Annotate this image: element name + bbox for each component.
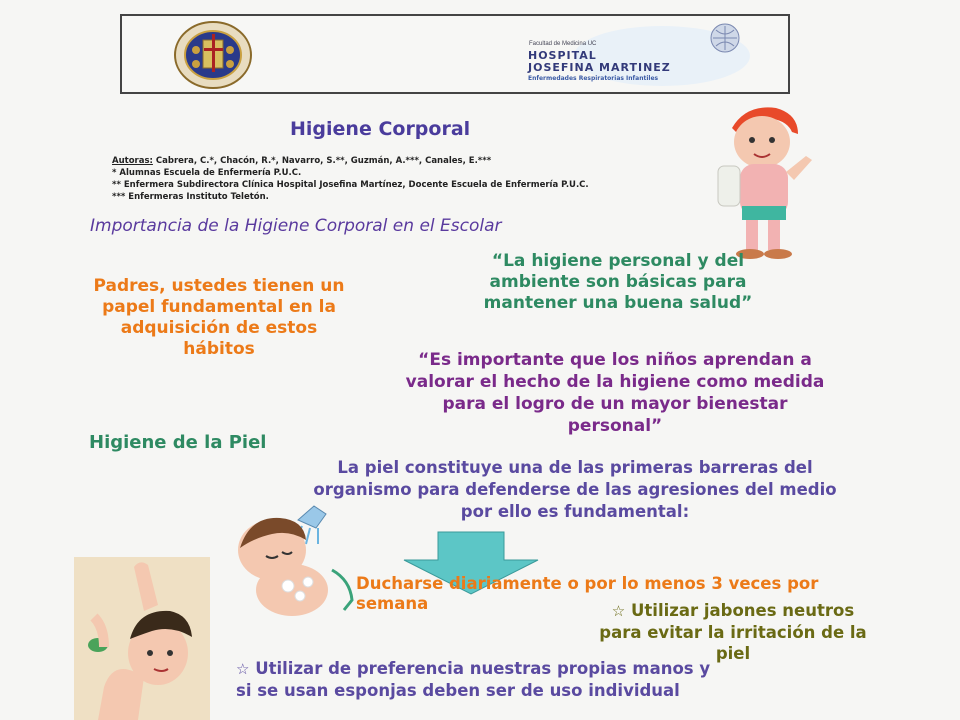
star-icon: ☆ [236, 660, 250, 678]
baby-shower-illustration [232, 500, 362, 620]
hospital-name-line2: JOSEFINA MARTINEZ [528, 61, 671, 74]
authors-note-3: *** Enfermeras Instituto Teletón. [112, 192, 269, 202]
university-seal-icon [170, 20, 256, 90]
tip-neutral-soap [588, 600, 878, 664]
hospital-subtitle: Enfermedades Respiratorias Infantiles [528, 75, 659, 82]
authors-label: Autoras: [112, 156, 153, 166]
hospital-name-line1: HOSPITAL [528, 49, 597, 62]
quote-children-learn: “Es importante que los niños aprendan a valorar el hecho de la higiene como medida para el logro de un mayor bienestar personal” [405, 350, 825, 436]
skin-intro-text: La piel constituye una de las primeras barreras del organismo para defenderse de las agresiones del medio por ello es fundamental: [313, 458, 837, 521]
tip-shower-daily: Ducharse diariamente o por lo menos 3 veces por semana [356, 574, 819, 613]
boy-washing-armpit-illustration [74, 557, 210, 720]
tip-neutral-soap-text: Utilizar jabones neutros para evitar la irritación de la piel [599, 601, 867, 663]
page-title: Higiene Corporal [290, 118, 471, 140]
star-icon: ☆ [611, 602, 626, 620]
quote-hygiene-health: “La higiene personal y del ambiente son básicas para mantener una buena salud” [483, 251, 753, 313]
authors-note-1: * Alumnas Escuela de Enfermería P.U.C. [112, 168, 302, 178]
authors-names: Cabrera, C.*, Chacón, R.*, Navarro, S.**, Guzmán, A.***, Canales, E.*** [152, 156, 492, 166]
tip-own-hands [236, 658, 716, 701]
authors-note-2: ** Enfermera Subdirectora Clínica Hospital Josefina Martínez, Docente Escuela de Enfermería P.U.C. [112, 180, 589, 190]
skin-hygiene-heading: Higiene de la Piel [89, 432, 267, 453]
hospital-faculty: Facultad de Medicina UC [529, 41, 597, 47]
boy-with-towel-illustration [712, 102, 820, 264]
authors-line [112, 156, 491, 166]
section-subtitle: Importancia de la Higiene Corporal en el Escolar [90, 216, 502, 236]
tip-own-hands-text: Utilizar de preferencia nuestras propias manos y si se usan esponjas deben ser de uso individual [236, 659, 711, 700]
padres-message: Padres, ustedes tienen un papel fundamental en la adquisición de estos hábitos [93, 276, 345, 359]
